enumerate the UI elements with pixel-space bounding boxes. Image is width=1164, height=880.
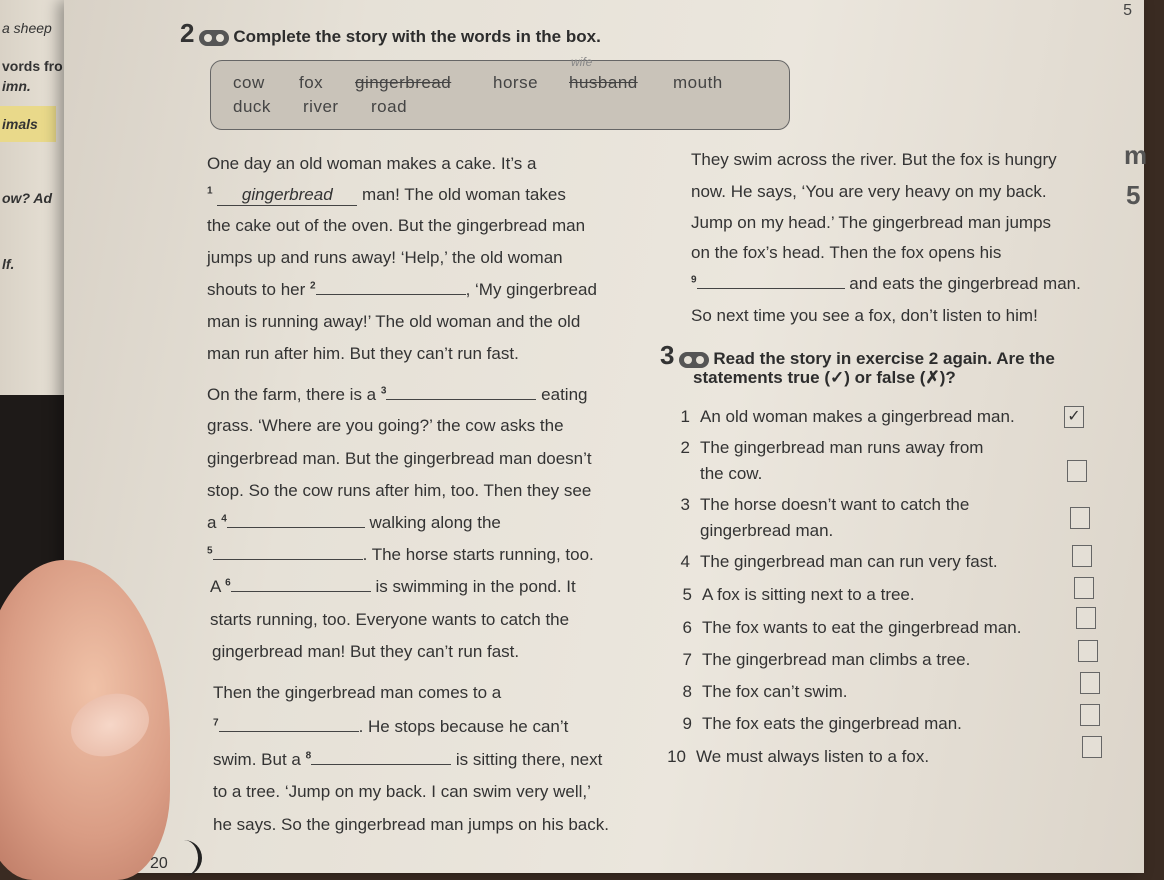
word-fox: fox: [299, 73, 324, 92]
back-text: lf.: [2, 256, 15, 272]
story-line: now. He says, ‘You are very heavy on my back.: [691, 182, 1047, 201]
story-line: [691, 274, 1081, 294]
statement-10: 10 We must always listen to a fox.: [667, 747, 930, 766]
word-horse: horse: [493, 73, 539, 92]
word-husband: husband: [569, 73, 638, 92]
statement-4: 4 The gingerbread man can run very fast.: [680, 552, 998, 571]
answer-checkbox[interactable]: [1080, 704, 1100, 726]
exercise-3-header: [660, 340, 1055, 371]
page-curl: [178, 840, 202, 876]
gap-number: 6: [225, 577, 231, 589]
story-line: stop. So the cow runs after him, too. Then they see: [207, 481, 592, 500]
story-line: [213, 717, 568, 737]
story-line: starts running, too. Everyone wants to catch the: [210, 610, 570, 629]
story-text: A: [210, 577, 221, 596]
gap-blank[interactable]: [316, 280, 466, 295]
word-box: [210, 55, 790, 130]
story-text: a: [207, 513, 217, 532]
gap-number: 9: [691, 274, 697, 286]
story-text: , ‘My gingerbread: [465, 280, 597, 299]
back-text: a sheep: [2, 20, 52, 36]
gap-number: 7: [213, 717, 219, 729]
word-road: road: [371, 97, 408, 116]
story-text: is sitting there, next: [455, 750, 603, 769]
story-line: One day an old woman makes a cake. It’s a: [207, 154, 537, 173]
story-line: [207, 545, 594, 565]
story-line: [207, 280, 597, 300]
exercise-instruction-line2: statements true (✓) or false (✗)?: [693, 368, 956, 387]
statement-2-cont: the cow.: [700, 464, 763, 483]
gap-blank[interactable]: [219, 717, 359, 732]
pair-work-icon: [679, 352, 709, 368]
story-line: [207, 185, 566, 206]
answer-checkbox[interactable]: [1080, 672, 1100, 694]
statement-5: 5 A fox is sitting next to a tree.: [682, 585, 915, 604]
gap-number: 8: [305, 750, 312, 762]
gap-number: 2: [310, 280, 316, 292]
story-line: gingerbread man! But they can’t run fast.: [212, 642, 520, 661]
story-line: Jump on my head.’ The gingerbread man jumps: [691, 213, 1052, 232]
exercise-instruction: Complete the story with the words in the box.: [233, 27, 601, 46]
statement-2: 2 The gingerbread man runs away from: [680, 438, 984, 457]
gap-number: 3: [380, 385, 387, 397]
answer-checkbox[interactable]: [1067, 460, 1087, 482]
gap-blank[interactable]: [231, 577, 371, 592]
answer-checkbox[interactable]: [1070, 507, 1090, 529]
story-line: to a tree. ‘Jump on my back. I can swim very well,’: [213, 782, 591, 801]
statement-3-cont: gingerbread man.: [700, 521, 834, 540]
answer-checkbox[interactable]: [1082, 736, 1102, 758]
story-text: . The horse starts running, too.: [362, 545, 594, 564]
answer-checkbox[interactable]: [1072, 545, 1092, 567]
story-text: swim. But a: [213, 750, 301, 769]
gap-blank[interactable]: [311, 750, 451, 765]
statement-3: 3 The horse doesn’t want to catch the: [680, 495, 970, 514]
word-mouth: mouth: [673, 73, 723, 92]
exercise-number: 3: [660, 340, 675, 370]
story-line: on the fox’s head. Then the fox opens his: [691, 243, 1002, 262]
next-page-fragment: m: [1124, 140, 1148, 170]
statement-7: 7 The gingerbread man climbs a tree.: [682, 650, 971, 669]
word-river: river: [303, 97, 339, 116]
word-cow: cow: [233, 73, 265, 92]
word-duck: duck: [233, 97, 271, 116]
exercise-instruction: Read the story in exercise 2 again. Are the: [713, 349, 1055, 368]
story-line: [207, 513, 501, 533]
story-line: jumps up and runs away! ‘Help,’ the old woman: [207, 248, 563, 267]
gap-blank[interactable]: [213, 545, 363, 560]
workbook-page: [64, 0, 1148, 873]
gap-number: 5: [207, 545, 213, 557]
gap-number: 4: [221, 513, 227, 525]
page-number: 5: [1123, 2, 1132, 19]
handwritten-note: wife: [571, 55, 593, 69]
gap-blank[interactable]: [227, 513, 365, 528]
gap-blank[interactable]: [697, 274, 845, 289]
story-line: the cake out of the oven. But the gingerbread man: [207, 216, 586, 235]
story-line: man run after him. But they can’t run fast.: [207, 344, 519, 363]
gap-number: 1: [207, 185, 213, 197]
answer-checkbox[interactable]: ✓: [1064, 406, 1084, 428]
story-text: shouts to her: [207, 280, 306, 299]
story-line: Then the gingerbread man comes to a: [213, 683, 502, 702]
answer-checkbox[interactable]: [1074, 577, 1094, 599]
story-text: and eats the gingerbread man.: [849, 274, 1081, 293]
next-page-fragment: 5: [1126, 180, 1141, 210]
story-text: walking along the: [369, 513, 501, 532]
story-line: [210, 577, 576, 597]
story-line: [207, 385, 588, 405]
back-text: vords fro: [2, 58, 63, 74]
exercise-number: 2: [180, 18, 195, 48]
exercise-2-header: [180, 18, 601, 49]
gap-answer[interactable]: gingerbread: [217, 185, 357, 206]
story-line: grass. ‘Where are you going?’ the cow asks the: [207, 416, 564, 435]
answer-checkbox[interactable]: [1076, 607, 1096, 629]
back-text: imals: [2, 116, 38, 132]
story-line: man is running away!’ The old woman and the old: [207, 312, 581, 331]
page-number-bottom: 20: [150, 855, 168, 872]
story-line: [213, 750, 602, 770]
story-line: gingerbread man. But the gingerbread man doesn’t: [207, 449, 592, 468]
story-text: is swimming in the pond. It: [375, 577, 576, 596]
back-text: ow? Ad: [2, 190, 53, 206]
story-line: he says. So the gingerbread man jumps on his back.: [213, 815, 609, 834]
statement-1: 1 An old woman makes a gingerbread man.: [680, 407, 1015, 426]
statement-8: 8 The fox can’t swim.: [682, 682, 848, 701]
statement-6: 6 The fox wants to eat the gingerbread man.: [682, 618, 1022, 637]
pair-work-icon: [199, 30, 229, 46]
story-line: They swim across the river. But the fox is hungry: [691, 150, 1057, 169]
story-text: On the farm, there is a: [207, 385, 377, 404]
answer-checkbox[interactable]: [1078, 640, 1098, 662]
word-gingerbread: gingerbread: [355, 73, 452, 92]
gap-blank[interactable]: [386, 385, 536, 400]
back-text: imn.: [2, 78, 31, 94]
story-text: man! The old woman takes: [362, 185, 566, 204]
statement-9: 9 The fox eats the gingerbread man.: [682, 714, 962, 733]
story-text: eating: [541, 385, 588, 404]
story-line: So next time you see a fox, don’t listen to him!: [691, 306, 1038, 325]
story-text: . He stops because he can’t: [358, 717, 569, 736]
